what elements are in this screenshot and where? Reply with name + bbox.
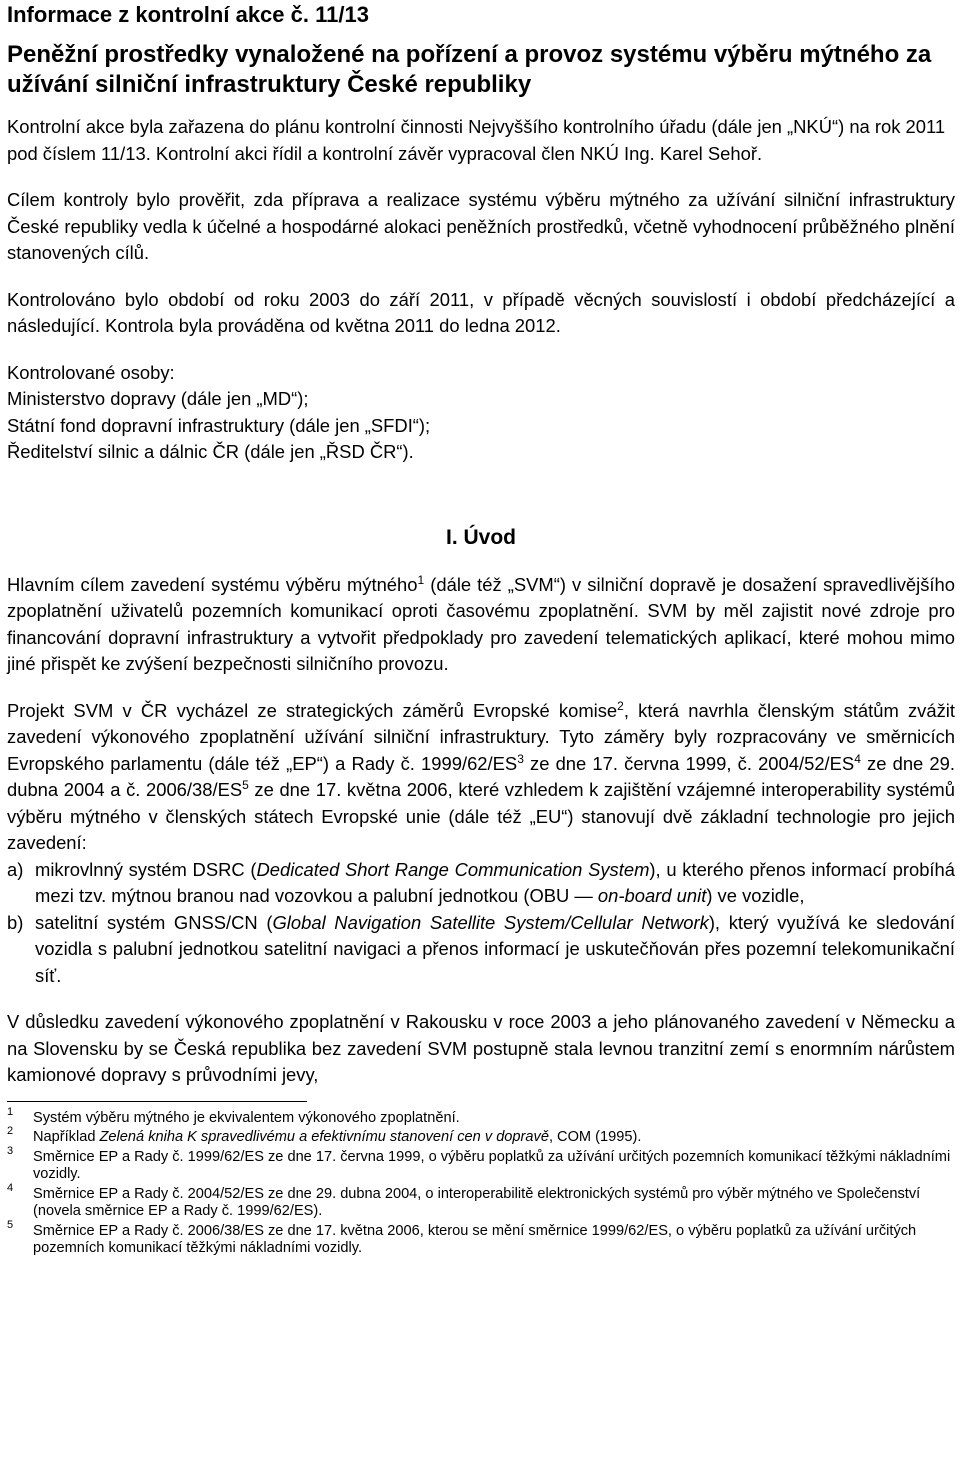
text-run: ze dne 29. dubna 2004 a č. 2006/38/ES	[7, 752, 955, 800]
footnote	[7, 1105, 955, 1128]
audited-entity: Státní fond dopravní infrastruktury (dále jen „SFDI“);	[7, 414, 431, 436]
list-marker: b)	[7, 911, 24, 933]
footnote-number: 2	[7, 1125, 14, 1137]
text-run: ze dne 17. května 2006, které vzhledem k zajištění vzájemné interoperability systémů výběru mýtného v členských státech Evropské unie (dále též „EU“) stanovují dvě základní technologie pro jejich zavedení:	[7, 779, 955, 853]
footnote-separator	[7, 1101, 307, 1102]
list-marker: a)	[7, 858, 24, 880]
section-paragraph-1	[7, 572, 955, 678]
text-run: ), u kterého přenos informací probíhá mezi tzv. mýtnou branou nad vozovkou a palubní jednotkou (OBU —	[35, 858, 955, 906]
footnote-text: Systém výběru mýtného je ekvivalentem výkonového zpoplatnění.	[33, 1109, 460, 1126]
text-run: satelitní systém GNSS/CN (	[35, 911, 273, 933]
footnote-ref[interactable]: 5	[242, 778, 249, 792]
footnote	[7, 1125, 955, 1147]
italic-title: Zelená kniha K spravedlivému a efektivnímu stanovení cen v dopravě	[99, 1129, 549, 1145]
footnote-number: 4	[7, 1181, 14, 1194]
text-run: Projekt SVM v ČR vycházel ze strategických záměrů Evropské komise	[7, 699, 618, 721]
technology-list	[7, 857, 955, 990]
footnote-text: Směrnice EP a Rady č. 1999/62/ES ze dne 17. června 1999, o výběru poplatků za užívání určitých pozemních komunikací těžkými nákladními vozidly.	[33, 1148, 951, 1182]
footnote-text: , COM (1995).	[548, 1129, 642, 1145]
italic-term: Dedicated Short Range Communication System	[256, 858, 650, 880]
audited-heading: Kontrolované osoby:	[7, 361, 175, 383]
text-run: ), který využívá ke sledování vozidla s palubní jednotkou satelitní navigaci a přenos informací je uskutečňován přes pozemní telekomunikační síť.	[35, 911, 955, 986]
footnote-text: Směrnice EP a Rady č. 2004/52/ES ze dne 29. dubna 2004, o interoperabilitě elektronických systémů pro výběr mýtného ve Společenství (novela směrnice EP a Rady č. 1999/62/ES).	[33, 1185, 921, 1219]
text-run: ) ve vozidle,	[706, 885, 805, 906]
intro-paragraph-3: Kontrolováno bylo období od roku 2003 do září 2011, v případě věcných souvislostí i období předcházející a následující. Kontrola byla prováděna od května 2011 do ledna 2012.	[7, 288, 955, 336]
text-run: Hlavním cílem zavedení systému výběru mýtného	[7, 573, 418, 595]
section-paragraph-3: V důsledku zavedení výkonového zpoplatnění v Rakousku v roce 2003 a jeho plánovaného zavedení v Německu a na Slovensku by se Česká republika bez zavedení SVM postupně stala levnou tranzitní zemí s enormním nárůstem kamionové dopravy s průvodními jevy,	[7, 1011, 955, 1085]
footnote-number: 1	[7, 1105, 14, 1118]
audited-entity: Ministerstvo dopravy (dále jen „MD“);	[7, 388, 309, 409]
footnote-ref[interactable]: 2	[617, 698, 624, 713]
italic-term: on-board unit	[597, 885, 707, 906]
footnote	[7, 1144, 955, 1184]
italic-term: Global Navigation Satellite System/Cellular Network	[272, 911, 709, 933]
footnote	[7, 1218, 955, 1258]
text-run: ze dne 17. června 1999, č. 2004/52/ES	[523, 752, 855, 774]
document-title: Peněžní prostředky vynaložené na pořízení a provoz systému výběru mýtného za užívání silniční infrastruktury České republiky	[7, 41, 932, 98]
intro-paragraph-2: Cílem kontroly bylo prověřit, zda příprava a realizace systému výběru mýtného za užívání silniční infrastruktury České republiky vedla k účelné a hospodárné alokaci peněžních prostředků, včetně vyhodnocení průběžného plnění stanovených cílů.	[7, 189, 955, 263]
footnote	[7, 1181, 955, 1221]
audited-entity: Ředitelství silnic a dálnic ČR (dále jen „ŘSD ČR“).	[7, 441, 414, 462]
footnotes	[7, 1105, 955, 1258]
text-run: (dále též „SVM“) v silniční dopravě je dosažení spravedlivějšího zpoplatnění uživatelů pozemních komunikací oproti časovému zpoplatnění. SVM by měl zajistit nové zdroje pro financování dopravní infrastruktury a vytvořit předpoklady pro zavedení telematických aplikací, které mohou mimo jiné přispět ke zvýšení bezpečnosti silničního provozu.	[7, 573, 955, 674]
list-item	[7, 857, 955, 910]
document-page	[7, 0, 955, 1260]
footnote-ref[interactable]: 3	[517, 751, 524, 766]
document-label: Informace z kontrolní akce č. 11/13	[7, 2, 369, 27]
footnote-text: Například	[33, 1129, 100, 1145]
section-paragraph-2	[7, 698, 955, 857]
audited-entities	[7, 360, 955, 466]
section-heading: I. Úvod	[445, 525, 516, 549]
text-run: mikrovlnný systém DSRC (	[35, 858, 257, 880]
footnote-number: 3	[7, 1144, 14, 1157]
footnote-text: Směrnice EP a Rady č. 2006/38/ES ze dne 17. května 2006, kterou se mění směrnice 1999/62/ES, o výběru poplatků za užívání určitých pozemních komunikací těžkými nákladními vozidly.	[33, 1222, 917, 1256]
text-run: , která navrhla členským státům zvážit zavedení výkonového zpoplatnění užívání silniční infrastruktury. Tyto záměry byly rozpracovány ve směrnicích Evropského parlamentu (dále též „EP“) a Rady č. 1999/62/ES	[7, 699, 955, 774]
list-item	[7, 910, 955, 990]
footnote-ref[interactable]: 4	[854, 751, 861, 766]
intro-paragraph-1: Kontrolní akce byla zařazena do plánu kontrolní činnosti Nejvyššího kontrolního úřadu (dále jen „NKÚ“) na rok 2011 pod číslem 11/13. Kontrolní akci řídil a kontrolní závěr vypracoval člen NKÚ Ing. Karel Sehoř.	[7, 116, 946, 164]
footnote-ref[interactable]: 1	[417, 572, 425, 587]
footnote-number: 5	[7, 1218, 14, 1231]
